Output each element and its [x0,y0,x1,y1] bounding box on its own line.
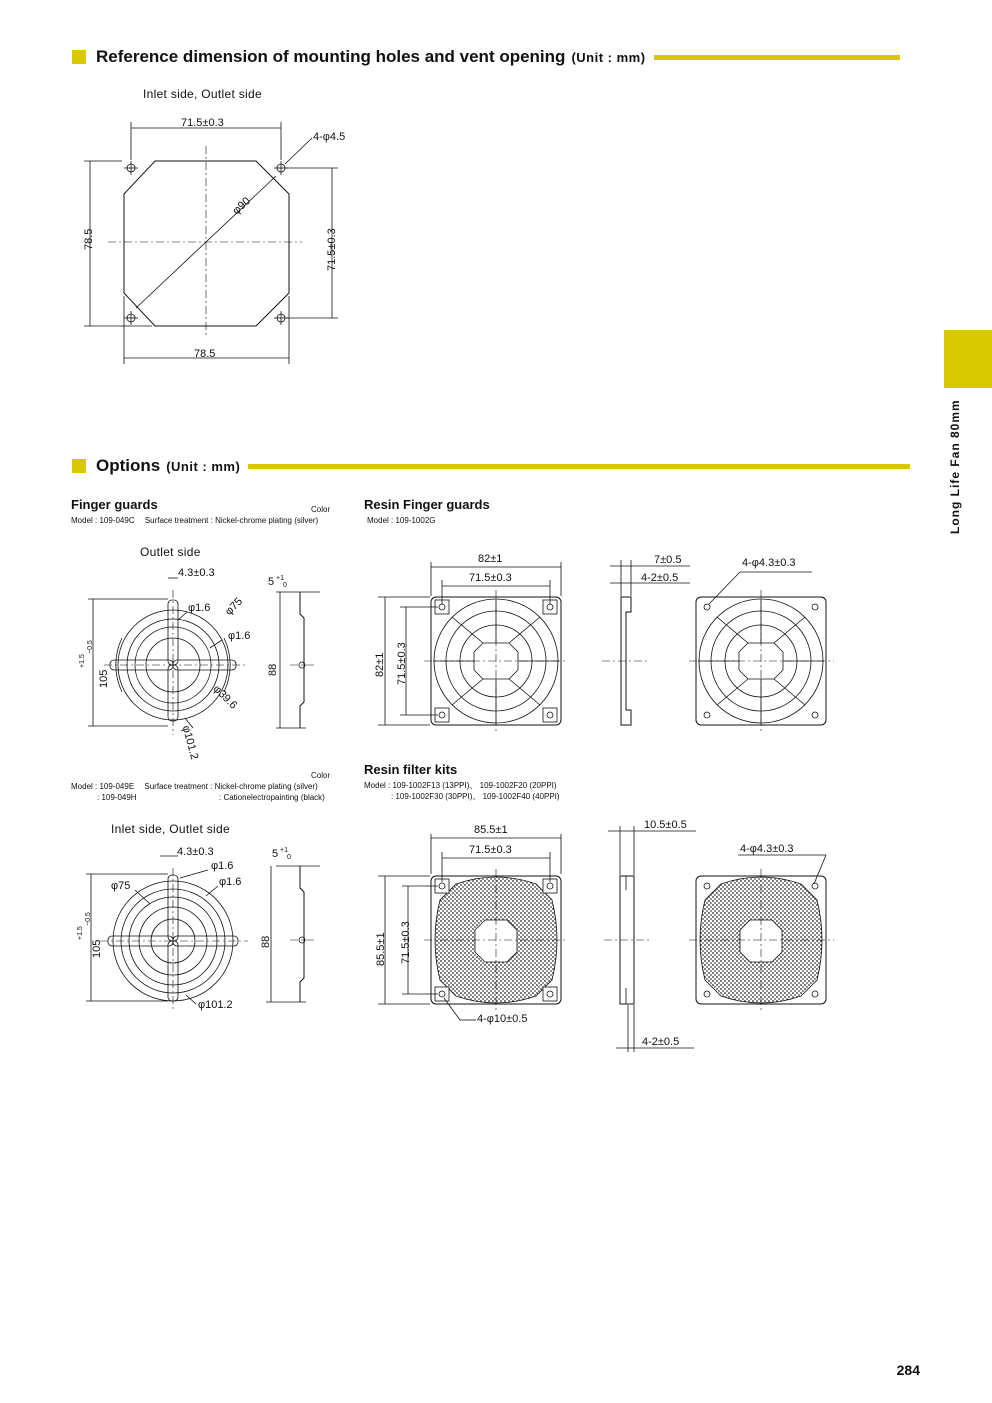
fg1-dim-tol-hi: +1.5 [79,654,86,668]
fg2-dim-side-w: 5 [272,848,279,860]
resin-filter-kits-model-1: Model : 109-1002F13 (13PPI)、 109-1002F20 (20PPI) [364,781,557,790]
rfg-dim-holes: 4-φ4.3±0.3 [742,557,796,569]
section-title: Options [96,456,161,475]
fg1-dim-side-tol-lo: 0 [283,582,287,589]
fg1-dim-d39: φ39.6 [210,682,240,712]
finger-guards-2-model-3: : Cationelectropainting (black) [219,793,325,802]
resin-finger-guards-title: Resin Finger guards [364,497,490,512]
fg1-dim-hole2: φ1.6 [228,630,251,642]
fg2-dim-tol-lo: −0.5 [85,912,92,926]
fg1-dim-d101: φ101.2 [179,724,201,761]
fg2-dim-side-h: 88 [260,935,272,948]
finger-guards-model: Model : 109-049C Surface treatment : Nickel-chrome plating (silver) [71,516,319,525]
resin-filter-kits-title: Resin filter kits [364,762,458,777]
rfk-dim-h-outer: 85.5±1 [375,932,387,966]
rfg-dim-h-pitch: 71.5±0.3 [396,642,408,685]
rfk-dim-h-pitch: 71.5±0.3 [400,921,412,964]
rfk-dim-thick: 10.5±0.5 [644,819,687,831]
finger-guards-2-model-1: Model : 109-049E Surface treatment : Nickel-chrome plating (silver) [71,782,318,791]
resin-filter-kits-model-2: : 109-1002F30 (30PPI)、 109-1002F40 (40PPI) [391,792,560,801]
fg2-dim-h105: 105 [91,939,103,958]
finger-guards-2-model-2: : 109-049H [97,793,137,802]
rfg-dim-thick: 7±0.5 [654,554,682,566]
dim-right: 71.5±0.3 [326,228,338,271]
fg2-dim-side-tol-lo: 0 [287,854,291,861]
dim-top: 71.5±0.3 [181,117,224,129]
rfg-dim-outer: 82±1 [478,553,503,565]
color-label: Color [311,505,331,514]
fg1-dim-hole1: φ1.6 [188,602,211,614]
fg1-dim-h105: 105 [98,669,110,688]
rfk-dim-thin: 4-2±0.5 [642,1036,680,1048]
fg1-dim-d75: φ75 [222,595,246,618]
section-unit: (Unit : mm) [166,458,241,474]
rfg-dim-h-outer: 82±1 [374,652,386,677]
fg1-dim-side-h: 88 [267,663,279,676]
fg2-dim-d75: φ75 [111,880,131,892]
finger-guards-title: Finger guards [71,497,158,512]
finger-guards-caption: Outlet side [140,545,201,559]
fg2-dim-tol-hi: +1.5 [77,926,84,940]
finger-guards-2-caption: Inlet side, Outlet side [111,822,230,836]
dim-diag: φ90 [230,195,253,218]
fg2-dim-d101: φ101.2 [198,999,233,1011]
rfg-dim-thin: 4-2±0.5 [641,572,679,584]
dim-hole: 4-φ4.5 [313,131,346,143]
page-number: 284 [896,1362,920,1378]
fg1-dim-side-tol-hi: +1 [276,575,284,582]
dim-bottom: 78.5 [194,348,216,360]
rfk-dim-outer: 85.5±1 [474,824,508,836]
dim-left: 78.5 [83,228,95,250]
resin-finger-guards-model: Model : 109-1002G [367,516,436,525]
fg1-dim-side-w: 5 [268,576,275,588]
section-title: Reference dimension of mounting holes and vent opening [96,47,566,66]
color-label-2: Color [311,771,331,780]
fg1-dim-top: 4.3±0.3 [178,567,215,579]
rfk-dim-pitch: 71.5±0.3 [469,844,512,856]
section-unit: (Unit : mm) [571,49,646,65]
ref-caption: Inlet side, Outlet side [143,87,262,101]
fg2-dim-hole2: φ1.6 [219,876,242,888]
side-tab-label: Long Life Fan 80mm [948,399,962,535]
rfk-dim-holes: 4-φ4.3±0.3 [740,843,794,855]
rfg-dim-pitch: 71.5±0.3 [469,572,512,584]
rfk-dim-bottom-holes: 4-φ10±0.5 [477,1013,528,1025]
fg1-dim-tol-lo: −0.5 [87,640,94,654]
fg2-dim-top: 4.3±0.3 [177,846,214,858]
fg2-dim-side-tol-hi: +1 [280,847,288,854]
fg2-dim-hole1: φ1.6 [211,860,234,872]
